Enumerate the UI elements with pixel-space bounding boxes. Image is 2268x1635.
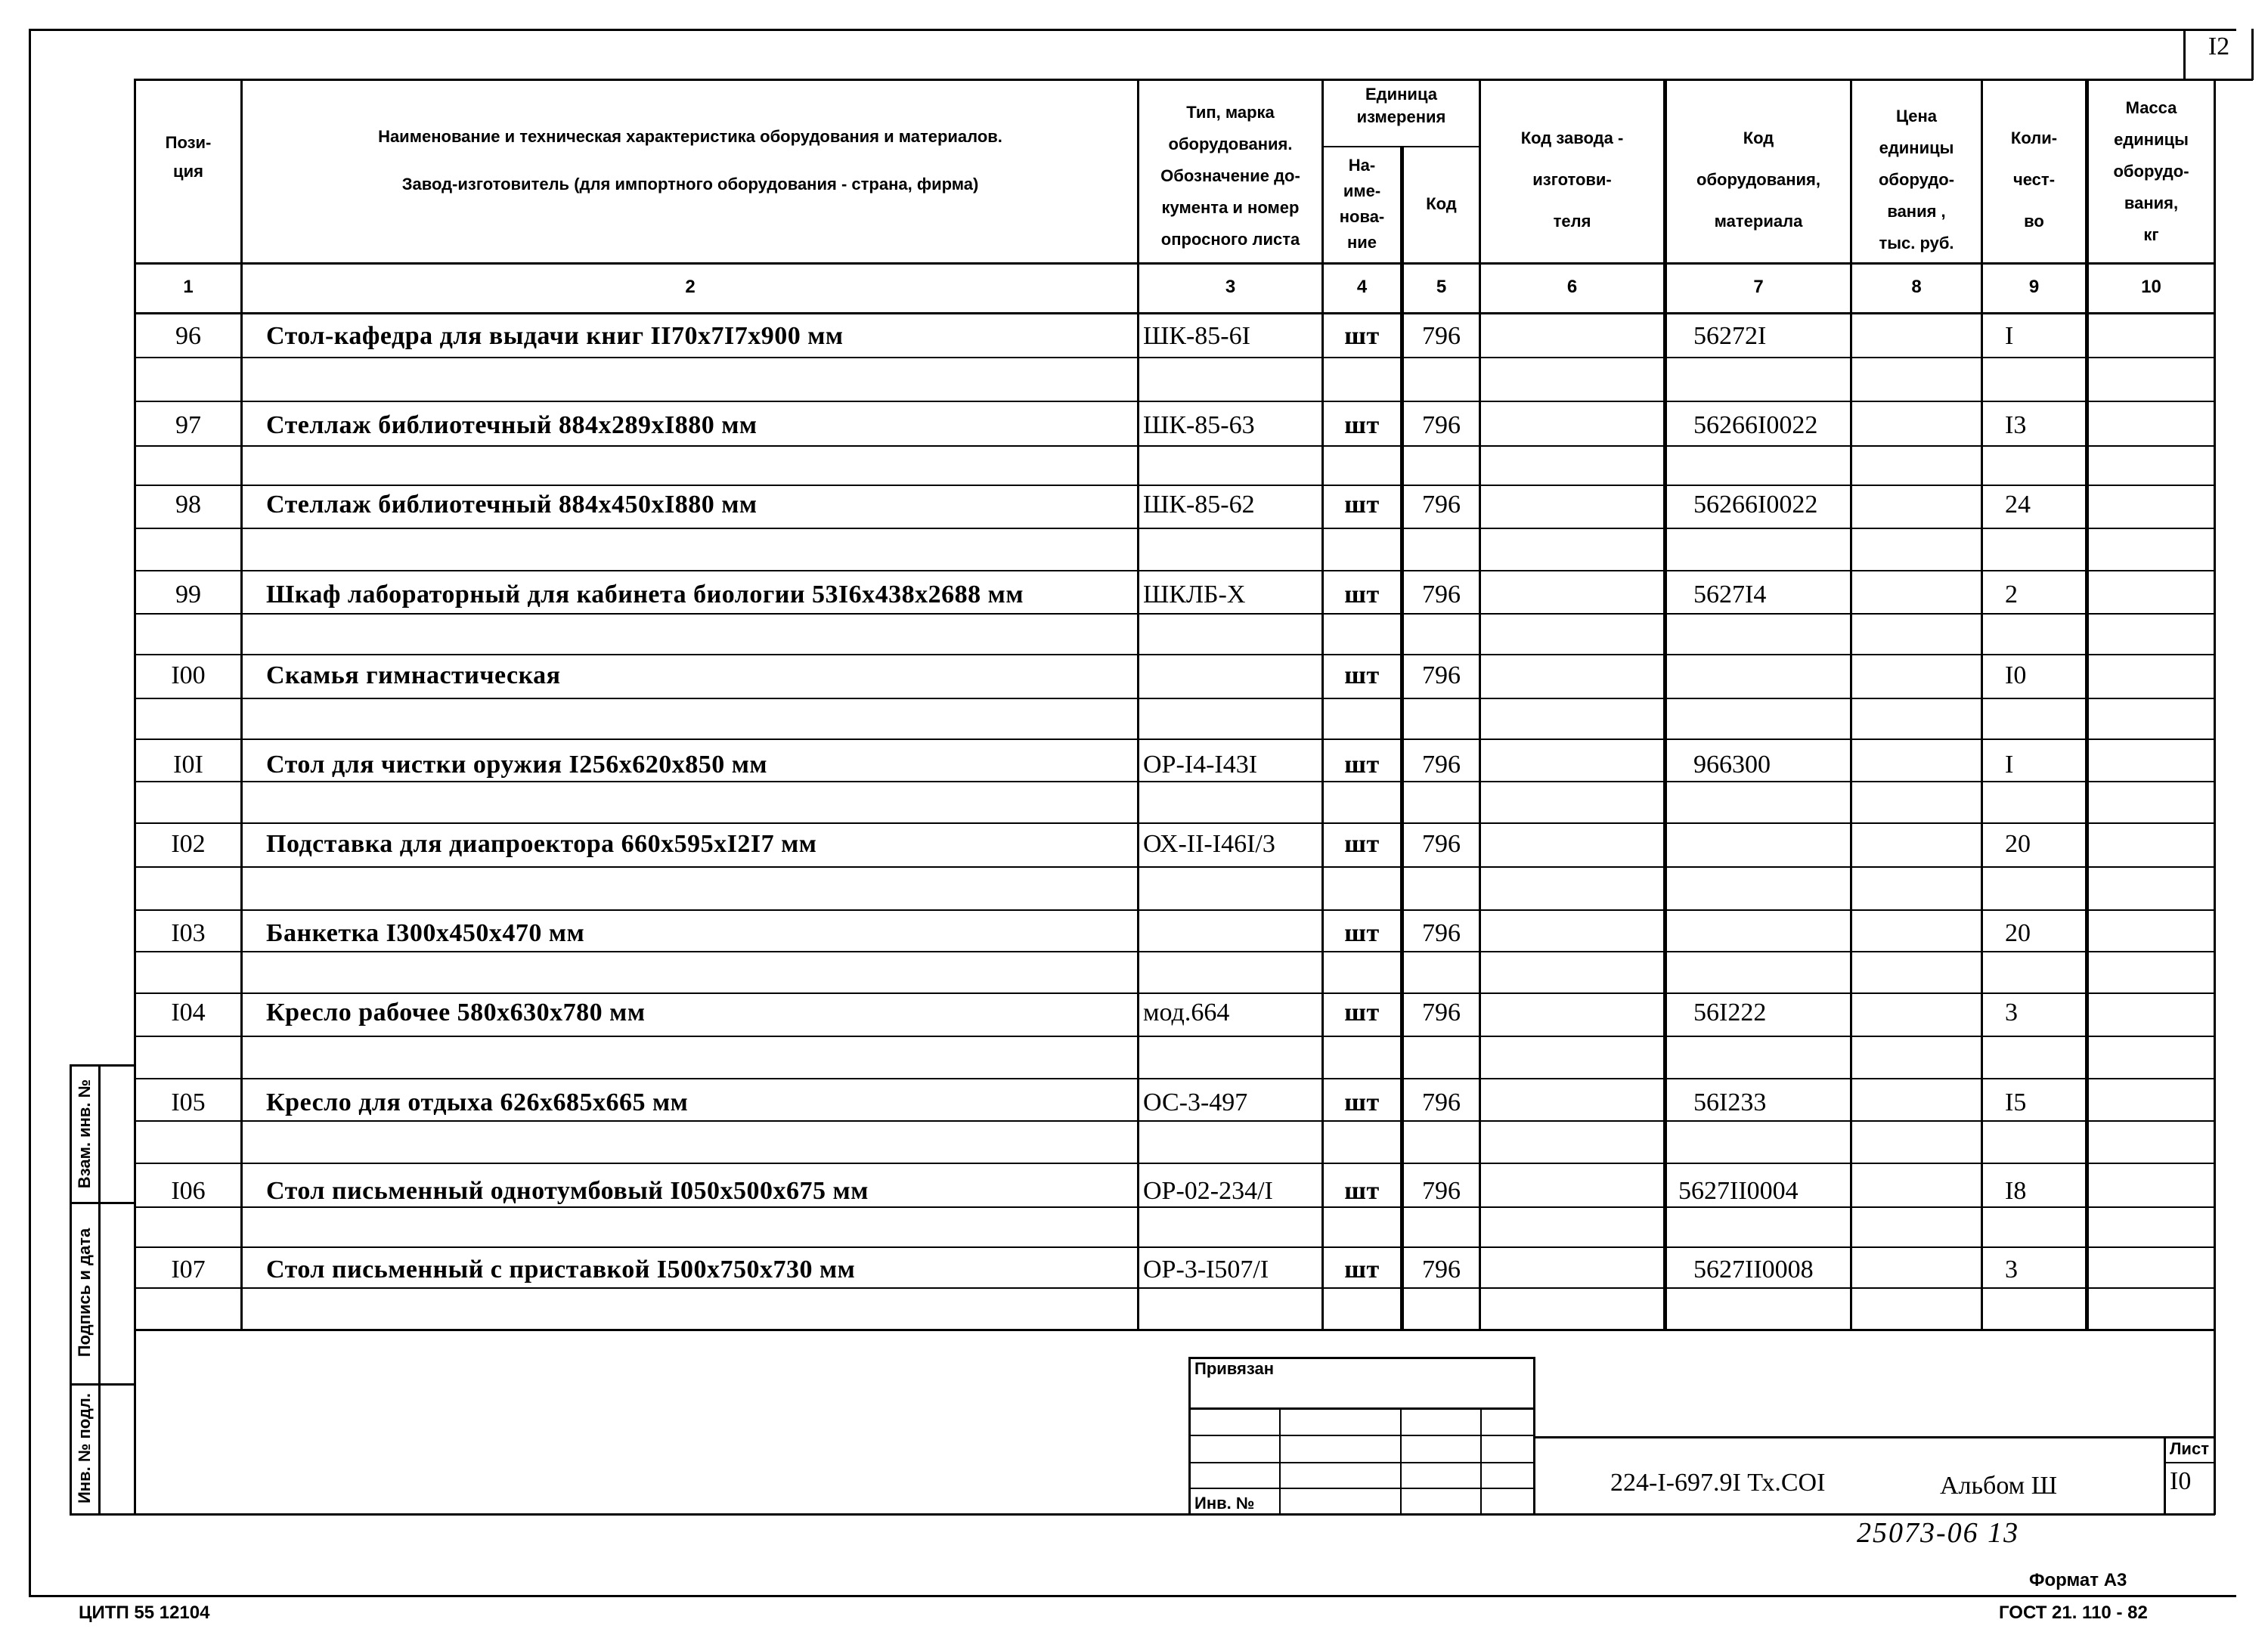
side-label-inv-zam: Взам. инв. №	[75, 1079, 94, 1189]
row-sep	[134, 357, 2215, 358]
row-position: 98	[175, 491, 201, 519]
colnum-3: 3	[1225, 277, 1236, 297]
row-type: ШК-85-6I	[1143, 322, 1250, 350]
table-top	[134, 79, 2215, 81]
row-type: ОР-I4-I43I	[1143, 751, 1258, 779]
row-sep	[134, 1163, 2215, 1164]
row-position: I0I	[173, 751, 203, 779]
row-name: Стеллаж библиотечный 884x450xI880 мм	[266, 491, 758, 519]
row-position: I06	[171, 1177, 206, 1205]
header-factory-code: Код завода - изготови- теля	[1520, 129, 1624, 231]
row-sep	[134, 445, 2215, 447]
col-line-5	[1479, 79, 1481, 1330]
side-label-inv-podl: Инв. № подл.	[75, 1393, 94, 1503]
row-quantity: 24	[2005, 491, 2031, 519]
outer-border-top	[29, 29, 2236, 31]
row-equip-code: 56266I0022	[1693, 411, 1818, 439]
stamp-box-row4	[1188, 1488, 1535, 1489]
row-unit-code: 796	[1422, 661, 1461, 689]
row-equip-code: 56272I	[1693, 322, 1767, 350]
col-line-1	[240, 79, 243, 1330]
side-stamp-sep1	[70, 1202, 136, 1204]
row-equip-code: 5627II0008	[1693, 1256, 1814, 1284]
stamp-list-label: Лист	[2170, 1439, 2209, 1458]
col-line-2	[1137, 79, 1139, 1330]
row-name: Стол-кафедра для выдачи книг II70x7I7x900 мм	[266, 322, 844, 350]
row-unit-code: 796	[1422, 1177, 1461, 1205]
row-name: Шкаф лабораторный для кабинета биологии 53I6x438x2688 мм	[266, 581, 1024, 608]
table-data-end	[134, 1329, 2215, 1331]
row-sep	[134, 822, 2215, 824]
row-sep	[134, 1036, 2215, 1037]
stamp-designation: 224-I-697.9I Тх.СОI	[1610, 1469, 1826, 1497]
row-name: Стол для чистки оружия I256x620x850 мм	[266, 751, 768, 779]
header-unit-name: На- име- нова- ние	[1339, 156, 1385, 252]
row-equip-code: 56I233	[1693, 1088, 1767, 1116]
row-name: Кресло рабочее 580x630x780 мм	[266, 999, 646, 1027]
row-quantity: I5	[2005, 1088, 2027, 1116]
row-sep	[134, 909, 2215, 911]
header-mass: Масса единицы оборудо- вания, кг	[2113, 98, 2189, 244]
row-type: ОС-3-497	[1143, 1088, 1248, 1116]
row-unit: шт	[1344, 830, 1380, 858]
row-name: Стол письменный однотумбовый I050x500x675 мм	[266, 1177, 869, 1205]
corner-box-left	[2183, 29, 2186, 80]
row-sep	[134, 570, 2215, 571]
row-name: Банкетка I300x450x470 мм	[266, 919, 585, 947]
row-sep	[134, 1246, 2215, 1248]
row-sep	[134, 613, 2215, 615]
colnum-bottom	[134, 312, 2215, 314]
outer-border-bottom	[29, 1595, 2236, 1597]
colnum-7: 7	[1753, 277, 1764, 297]
row-type: ШК-85-63	[1143, 411, 1255, 439]
row-equip-code: 5627II0004	[1678, 1177, 1799, 1205]
header-unit: Единица измерения	[1356, 85, 1446, 126]
row-type: ШКЛБ-X	[1143, 581, 1246, 608]
side-stamp-top	[70, 1064, 136, 1067]
row-equip-code: 56I222	[1693, 999, 1767, 1027]
row-equip-code: 56266I0022	[1693, 491, 1818, 519]
row-equip-code: 5627I4	[1693, 581, 1767, 608]
row-name: Скамья гимнастическая	[266, 661, 561, 689]
header-bottom	[134, 262, 2215, 265]
stamp-box-left	[1188, 1357, 1191, 1516]
row-quantity: I	[2005, 751, 2014, 779]
stamp-box-col1	[1279, 1407, 1281, 1515]
col-line-8	[1981, 79, 1983, 1330]
row-unit-code: 796	[1422, 491, 1461, 519]
row-sep	[134, 951, 2215, 952]
header-type: Тип, марка оборудования. Обозначение до- кумента и номер опросного листа	[1160, 103, 1300, 249]
row-sep	[134, 1206, 2215, 1208]
side-stamp-left	[70, 1064, 72, 1516]
header-position: Пози- ция	[165, 133, 212, 181]
row-position: 96	[175, 322, 201, 350]
row-position: I07	[171, 1256, 206, 1284]
header-name-line1: Наименование и техническая характеристика оборудования и материалов.	[378, 127, 1002, 146]
stamp-box-col3	[1480, 1407, 1482, 1515]
row-unit: шт	[1344, 661, 1380, 689]
table-right	[2214, 79, 2216, 1515]
col-line-7	[1850, 79, 1852, 1330]
outer-border-left	[29, 29, 31, 1597]
footer-gost: ГОСТ 21. 110 - 82	[1999, 1602, 2148, 1623]
col-line-9	[2085, 79, 2089, 1330]
row-unit-code: 796	[1422, 1088, 1461, 1116]
title-block-top	[1533, 1436, 2215, 1438]
row-unit-code: 796	[1422, 411, 1461, 439]
row-sep	[134, 528, 2215, 529]
row-sep	[134, 992, 2215, 994]
row-quantity: 3	[2005, 1256, 2018, 1284]
header-equip-code: Код оборудования, материала	[1696, 129, 1820, 231]
colnum-6: 6	[1566, 277, 1578, 297]
colnum-9: 9	[2028, 277, 2040, 297]
colnum-10: 10	[2141, 277, 2161, 297]
row-quantity: 20	[2005, 830, 2031, 858]
corner-box-right	[2251, 29, 2254, 80]
row-position: I05	[171, 1088, 206, 1116]
list-box-sep	[2164, 1462, 2215, 1463]
row-quantity: 20	[2005, 919, 2031, 947]
row-unit-code: 796	[1422, 581, 1461, 608]
row-position: I04	[171, 999, 206, 1027]
col-line-6	[1663, 79, 1667, 1330]
table-bottom	[70, 1513, 2215, 1516]
row-type: ОХ-II-I46I/3	[1143, 830, 1275, 858]
row-unit-code: 796	[1422, 830, 1461, 858]
row-sep	[134, 866, 2215, 868]
row-position: I03	[171, 919, 206, 947]
row-unit: шт	[1344, 1177, 1380, 1205]
footer-format: Формат А3	[2029, 1570, 2127, 1590]
colnum-4: 4	[1356, 277, 1368, 297]
colnum-5: 5	[1436, 277, 1447, 297]
col-line-3	[1321, 79, 1324, 1330]
row-name: Стеллаж библиотечный 884x289xI880 мм	[266, 411, 758, 439]
colnum-1: 1	[183, 277, 194, 297]
row-unit: шт	[1344, 919, 1380, 947]
row-unit: шт	[1344, 1088, 1380, 1116]
row-unit: шт	[1344, 999, 1380, 1027]
row-sep	[134, 698, 2215, 699]
header-price: Цена единицы оборудо- вания , тыс. руб.	[1878, 107, 1955, 252]
row-quantity: I0	[2005, 661, 2027, 689]
stamp-album: Альбом Ш	[1940, 1472, 2057, 1500]
stamp-list-number: I0	[2170, 1467, 2192, 1495]
row-name: Подставка для диапроектора 660x595xI2I7 мм	[266, 830, 817, 858]
row-sep	[134, 485, 2215, 486]
stamp-handwritten-number: 25073-06 13	[1857, 1517, 2020, 1549]
row-unit-code: 796	[1422, 999, 1461, 1027]
row-position: 97	[175, 411, 201, 439]
stamp-box-row2	[1188, 1435, 1535, 1436]
stamp-box-col2	[1400, 1407, 1402, 1515]
side-label-sign-date: Подпись и дата	[75, 1228, 94, 1358]
row-type: ШК-85-62	[1143, 491, 1255, 519]
side-stamp-mid	[98, 1064, 101, 1516]
header-quantity: Коли- чест- во	[2010, 129, 2058, 231]
row-sep	[134, 781, 2215, 782]
row-unit: шт	[1344, 751, 1380, 779]
row-quantity: I	[2005, 322, 2014, 350]
row-sep	[134, 1078, 2215, 1079]
colnum-2: 2	[685, 277, 696, 297]
stamp-box-row1	[1188, 1407, 1535, 1410]
row-name: Стол письменный с приставкой I500x750x730 мм	[266, 1256, 856, 1284]
row-equip-code: 966300	[1693, 751, 1771, 779]
row-unit-code: 796	[1422, 1256, 1461, 1284]
row-position: I00	[171, 661, 206, 689]
row-sep	[134, 654, 2215, 655]
row-sep	[134, 1287, 2215, 1289]
row-quantity: 2	[2005, 581, 2018, 608]
row-unit-code: 796	[1422, 322, 1461, 350]
colnum-8: 8	[1911, 277, 1922, 297]
stamp-inv-label: Инв. №	[1194, 1494, 1255, 1513]
row-sep	[134, 1120, 2215, 1122]
row-sep	[134, 401, 2215, 402]
row-type: мод.664	[1143, 999, 1230, 1027]
stamp-privyazan-label: Привязан	[1194, 1359, 1275, 1378]
row-unit: шт	[1344, 491, 1380, 519]
footer-citp: ЦИТП 55 12104	[79, 1602, 210, 1623]
row-type: ОР-02-234/I	[1143, 1177, 1273, 1205]
row-unit-code: 796	[1422, 919, 1461, 947]
list-box-left	[2164, 1436, 2166, 1515]
row-position: 99	[175, 581, 201, 608]
row-quantity: 3	[2005, 999, 2018, 1027]
row-type: ОР-3-I507/I	[1143, 1256, 1269, 1284]
row-unit: шт	[1344, 411, 1380, 439]
row-unit: шт	[1344, 581, 1380, 608]
stamp-box-row3	[1188, 1462, 1535, 1463]
row-position: I02	[171, 830, 206, 858]
sheet-corner-number: I2	[2208, 33, 2230, 60]
header-unit-code: Код	[1426, 194, 1457, 213]
row-name: Кресло для отдыха 626x685x665 мм	[266, 1088, 689, 1116]
row-unit-code: 796	[1422, 751, 1461, 779]
row-quantity: I8	[2005, 1177, 2027, 1205]
row-quantity: I3	[2005, 411, 2027, 439]
header-name-line2: Завод-изготовитель (для импортного оборудования - страна, фирма)	[401, 175, 979, 194]
row-unit: шт	[1344, 322, 1380, 350]
row-unit: шт	[1344, 1256, 1380, 1284]
row-sep	[134, 739, 2215, 740]
